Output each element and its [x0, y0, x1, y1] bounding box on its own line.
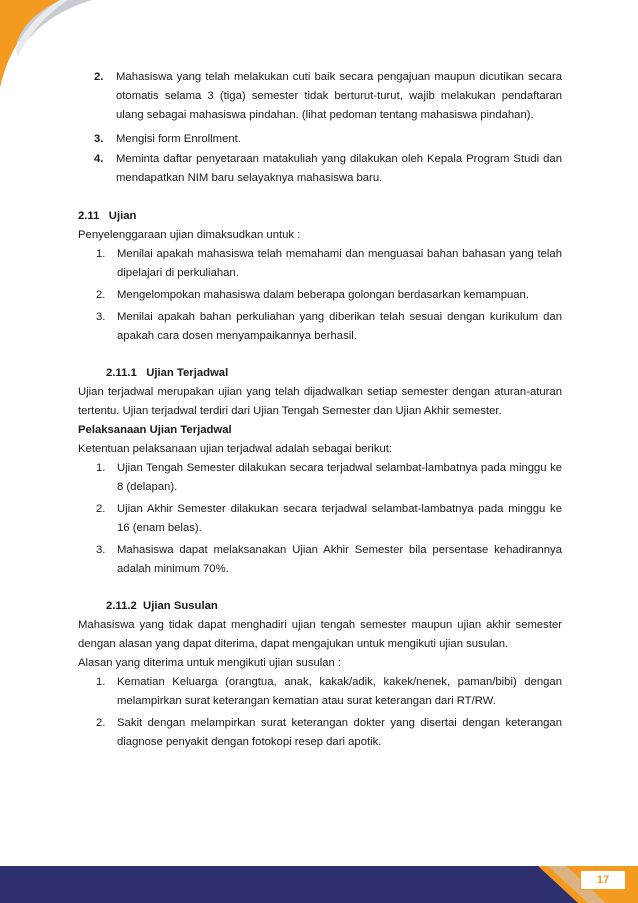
list-text: Mengelompokan mahasiswa dalam beberapa golongan berdasarkan kemampuan. — [117, 289, 529, 301]
list-text: Mahasiswa dapat melaksanakan Ujian Akhir Semester bila persentase kehadirannya adalah minimum 70%. — [117, 544, 562, 575]
list-number: 2. — [96, 503, 106, 515]
list-number: 1. — [96, 676, 106, 688]
list-item — [78, 130, 562, 149]
list-item — [78, 500, 562, 538]
section-intro: Penyelenggaraan ujian dimaksudkan untuk : — [78, 229, 301, 241]
list-text: Meminta daftar penyetaraan matakuliah yang dilakukan oleh Kepala Program Studi dan mendapatkan NIM baru selayaknya mahasiswa baru. — [116, 153, 562, 184]
page-content — [78, 68, 562, 752]
list-text: Menilai apakah mahasiswa telah memahami dan menguasai bahan bahasan yang telah dipelajari di perkuliahan. — [117, 248, 562, 279]
list-text: Mengisi form Enrollment. — [116, 133, 241, 145]
list-item — [78, 459, 562, 497]
list-item — [78, 673, 562, 711]
section-heading-ujian-terjadwal: 2.11.1 Ujian Terjadwal — [106, 367, 229, 379]
list-item — [78, 68, 562, 125]
list-number: 3. — [96, 311, 106, 323]
list-item — [78, 150, 562, 188]
list-number: 1. — [96, 462, 106, 474]
ujian-purpose-list — [78, 245, 562, 346]
list-item — [78, 714, 562, 752]
ujian-susulan-list — [78, 673, 562, 752]
section-heading-ujian-susulan: 2.11.2 Ujian Susulan — [106, 600, 218, 612]
list-continued — [78, 68, 562, 188]
subheading-pelaksanaan: Pelaksanaan Ujian Terjadwal — [78, 424, 232, 436]
list-item — [78, 541, 562, 579]
page-number: 17 — [580, 870, 626, 890]
list-text: Kematian Keluarga (orangtua, anak, kakak/adik, kakek/nenek, paman/bibi) dengan melampirkan surat keterangan kematian atau surat keterangan dari RT/RW. — [117, 676, 562, 707]
section-heading-ujian: 2.11 Ujian — [78, 210, 137, 222]
list-number: 1. — [96, 248, 106, 260]
list-text: Mahasiswa yang telah melakukan cuti baik secara pengajuan maupun dicutikan secara otomatis selama 3 (tiga) semester tidak berturut-turut, wajib melakukan pendaftaran ulang sebagai mahasiswa pindahan. (lihat pedoman tentang mahasiswa pindahan). — [116, 71, 562, 121]
list-item — [78, 308, 562, 346]
list-number: 3. — [94, 133, 104, 145]
list-text: Ujian Akhir Semester dilakukan secara terjadwal selambat-lambatnya pada minggu ke 16 (enam belas). — [117, 503, 562, 534]
list-number: 2. — [94, 71, 104, 83]
footer-band — [0, 858, 638, 903]
list-text: Menilai apakah bahan perkuliahan yang diberikan telah sesuai dengan kurikulum dan apakah cara dosen menyampaikannya berhasil. — [117, 311, 562, 342]
section-paragraph: Mahasiswa yang tidak dapat menghadiri ujian tengah semester maupun ujian akhir semester dengan alasan yang dapat diterima, dapat mengajukan untuk mengikuti ujian susulan. — [78, 619, 562, 650]
list-text: Sakit dengan melampirkan surat keterangan dokter yang disertai dengan keterangan diagnose penyakit dengan fotokopi resep dari apotik. — [117, 717, 562, 748]
list-text: Ujian Tengah Semester dilakukan secara terjadwal selambat-lambatnya pada minggu ke 8 (delapan). — [117, 462, 562, 493]
list-number: 3. — [96, 544, 106, 556]
section-intro: Alasan yang diterima untuk mengikuti ujian susulan : — [78, 657, 342, 669]
list-number: 4. — [94, 153, 104, 165]
list-number: 2. — [96, 717, 106, 729]
ujian-terjadwal-list — [78, 459, 562, 579]
list-item — [78, 286, 562, 305]
list-number: 2. — [96, 289, 106, 301]
list-item — [78, 245, 562, 283]
section-paragraph: Ujian terjadwal merupakan ujian yang telah dijadwalkan setiap semester dengan aturan-aturan tertentu. Ujian terjadwal terdiri dari Ujian Tengah Semester dan Ujian Akhir semester. — [78, 386, 562, 417]
section-intro: Ketentuan pelaksanaan ujian terjadwal adalah sebagai berikut: — [78, 443, 393, 455]
